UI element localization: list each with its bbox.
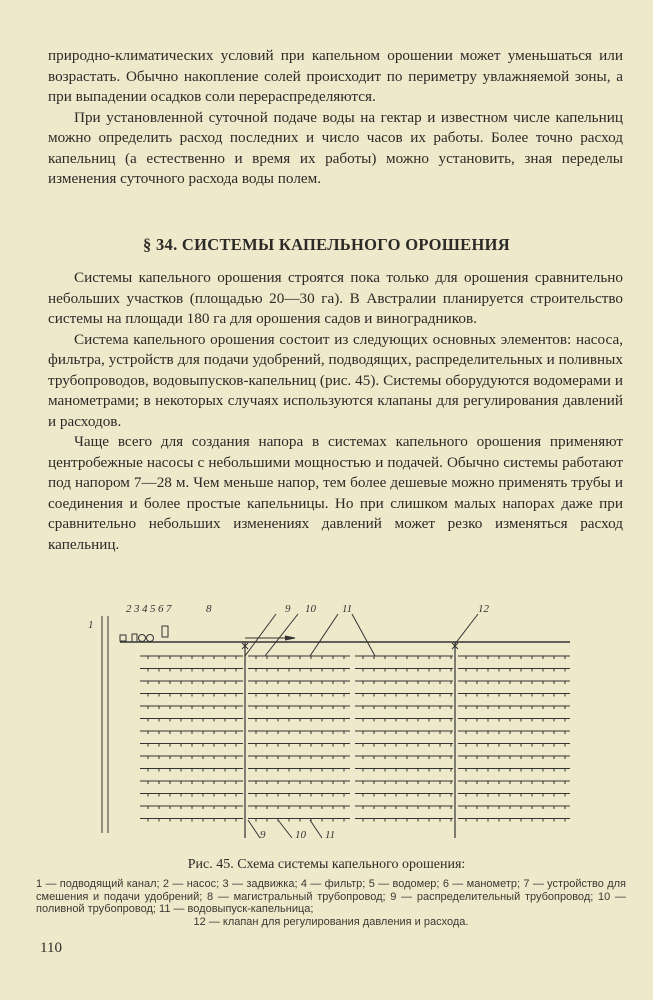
figure-label-6: 6 <box>158 603 164 615</box>
legend-text: 1 — подводящий канал; 2 — насос; 3 — задвижка; 4 — фильтр; 5 — водомер; 6 — манометр; 7 — устройство для смешения и подачи удобрений; 8 — магистральный трубопровод; 9 — распределительный трубопровод; 10 — поливной трубопровод; 11 — водовыпуск-капельница; <box>36 878 626 915</box>
figure-caption: Рис. 45. Схема системы капельного орошения: <box>187 857 466 872</box>
flow-arrow-head <box>285 636 295 640</box>
page-number: 110 <box>40 940 62 956</box>
figure-label-5: 5 <box>150 603 156 615</box>
figure-label-8: 8 <box>206 603 212 615</box>
pump-icon <box>120 635 126 641</box>
figure-label-12: 12 <box>478 603 489 615</box>
section-heading: § 34. СИСТЕМЫ КАПЕЛЬНОГО ОРОШЕНИЯ <box>143 235 510 254</box>
paragraph: Системы капельного орошения строятся пока только для орошения сравнительно небольших участков (площадью 20—30 га). В Австралии планируется строительство системы на площади 180 га для орошения садов и виноградников. <box>48 269 623 327</box>
figure-label-9: 9 <box>285 603 291 615</box>
paragraph: При установленной суточной подаче воды на гектар и известном числе капельниц можно определить расход последних и число часов их работы. Более точно расход капельниц (а естественно и время их работы) можно установить, зная переделы изменения суточного расхода воды полем. <box>48 108 623 187</box>
leader-line <box>245 614 276 656</box>
paragraph: Система капельного орошения состоит из следующих основных элементов: насоса, фильтра, устройств для подачи удобрений, подводящих, распределительных и поливных трубопроводов, водовыпусков-капельниц (рис. 45). Системы оборудуются водомерами и манометрами; в некоторых случаях используются клапаны для регулирования давлений и расходов. <box>48 330 623 430</box>
leader-line <box>310 614 338 656</box>
water-meter-icon <box>139 635 146 642</box>
leader-line <box>310 820 322 838</box>
figure-label-4: 4 <box>142 603 148 615</box>
fertilizer-mixer-icon <box>162 626 168 637</box>
section-text <box>48 268 623 555</box>
leader-line <box>248 820 260 838</box>
leader-line <box>352 614 375 656</box>
filter-icon <box>132 634 137 642</box>
paragraph: природно-климатических условий при капельном орошении может уменьшаться или возрастать. Обычно накопление солей происходит по периметру увлажняемой зоны, а при выпадении осадков соли перераспределяются. <box>48 47 623 105</box>
figure-legend <box>36 878 626 928</box>
top-text <box>48 46 623 190</box>
figure-label-11: 11 <box>342 603 353 615</box>
figure-label-10: 10 <box>305 603 316 615</box>
legend-last: 12 — клапан для регулирования давления и расхода. <box>193 915 469 928</box>
leader-line <box>278 820 292 838</box>
figure-label-7: 7 <box>166 603 172 615</box>
leader-line <box>455 614 478 644</box>
figure-label-3: 3 <box>134 603 140 615</box>
figure-label-bottom-11: 11 <box>325 829 336 841</box>
figure-label-bottom-9: 9 <box>260 829 266 841</box>
leader-line <box>265 614 298 656</box>
paragraph: Чаще всего для создания напора в системах капельного орошения применяют центробежные насосы с небольшими мощностью и подачей. Обычно системы работают под напором 7—28 м. Чем меньше напор, тем более дешевые можно применять трубы и соединения и более простые капельницы. Но при слишком малых напорах даже при сравнительно небольших изменениях давлений может резко изменяться расход капельниц. <box>48 433 623 553</box>
pressure-gauge-icon <box>147 635 154 642</box>
figure-label-bottom-10: 10 <box>295 829 306 841</box>
drip-irrigation-diagram <box>80 598 580 848</box>
figure-label-2: 2 <box>126 603 132 615</box>
figure-label-1: 1 <box>88 619 94 631</box>
